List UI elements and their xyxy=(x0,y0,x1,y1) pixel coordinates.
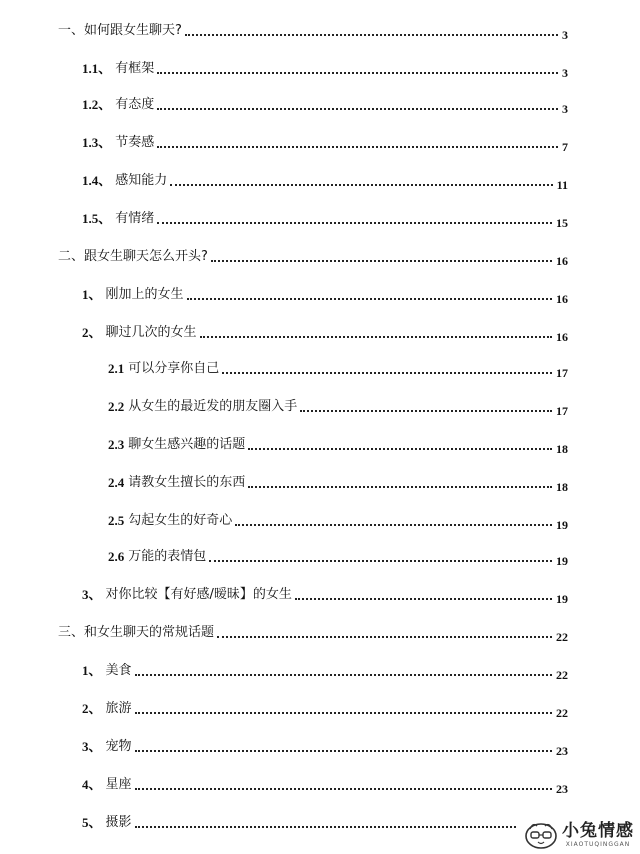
watermark-title: 小兔情感 xyxy=(562,821,634,841)
toc-entry-number: 1、 xyxy=(82,287,102,302)
toc-entry-number: 1、 xyxy=(82,663,102,678)
toc-entry[interactable] xyxy=(82,282,568,304)
dot-leader xyxy=(209,560,552,562)
toc-entry[interactable] xyxy=(108,356,568,378)
dot-leader xyxy=(300,410,552,412)
dot-leader xyxy=(295,598,552,600)
toc-entry-page: 19 xyxy=(556,592,568,606)
toc-entry-title: 从女生的最近发的朋友圈入手 xyxy=(128,399,298,414)
toc-entry[interactable] xyxy=(108,470,568,492)
dot-leader xyxy=(185,34,558,36)
toc-entry-number: 3、 xyxy=(82,587,102,602)
toc-entry-number: 2.1 xyxy=(108,361,125,376)
watermark xyxy=(524,820,634,850)
toc-entry-title: 有情绪 xyxy=(115,211,155,226)
toc-entry-number: 2.4 xyxy=(108,475,125,490)
toc-entry-title: 请教女生擅长的东西 xyxy=(128,475,246,490)
toc-entry[interactable] xyxy=(108,394,568,416)
toc-entry-number: 2、 xyxy=(82,325,102,340)
dot-leader xyxy=(248,486,552,488)
toc-entry-title: 有框架 xyxy=(115,61,155,76)
toc-entry-title: 可以分享你自己 xyxy=(128,361,220,376)
toc-entry-title: 万能的表情包 xyxy=(128,549,207,564)
toc-entry-title: 美食 xyxy=(105,663,132,678)
toc-entry-title: 勾起女生的好奇心 xyxy=(128,513,233,528)
toc-entry-number: 2.2 xyxy=(108,399,125,414)
toc-entry-page: 22 xyxy=(556,630,568,644)
toc-entry-page: 16 xyxy=(556,254,568,268)
toc-entry-number: 5、 xyxy=(82,815,102,830)
toc-entry-title: 有态度 xyxy=(115,97,155,112)
toc-entry[interactable] xyxy=(82,56,568,78)
toc-entry-page: 17 xyxy=(556,404,568,418)
toc-entry[interactable] xyxy=(58,244,568,266)
toc-entry-number: 1.1、 xyxy=(82,61,112,76)
toc-entry-page: 23 xyxy=(556,782,568,796)
toc-entry-page: 3 xyxy=(562,66,568,80)
dot-leader xyxy=(187,298,552,300)
rabbit-face-icon xyxy=(524,820,558,850)
toc-entry-page: 16 xyxy=(556,292,568,306)
toc-entry-page: 23 xyxy=(556,744,568,758)
toc-entry[interactable] xyxy=(82,734,568,756)
dot-leader xyxy=(157,146,558,148)
toc-entry-number: 三、 xyxy=(58,625,85,640)
toc-entry-page: 3 xyxy=(562,28,568,42)
toc-entry-title: 聊女生感兴趣的话题 xyxy=(128,437,246,452)
dot-leader xyxy=(211,260,552,262)
toc-entry-page: 11 xyxy=(556,178,568,192)
toc-entry-title: 摄影 xyxy=(105,815,132,830)
dot-leader xyxy=(200,336,552,338)
toc-entry[interactable] xyxy=(58,18,568,40)
toc-entry-page: 19 xyxy=(556,518,568,532)
watermark-subtitle: XIAOTUQINGGAN xyxy=(565,841,631,848)
toc-entry-number: 1.5、 xyxy=(82,211,112,226)
toc-entry[interactable] xyxy=(82,772,568,794)
dot-leader xyxy=(235,524,552,526)
toc-entry[interactable] xyxy=(82,168,568,190)
toc-entry[interactable] xyxy=(82,320,568,342)
toc-entry-page: 16 xyxy=(556,330,568,344)
toc-entry-number: 3、 xyxy=(82,739,102,754)
toc-entry-number: 1.4、 xyxy=(82,173,112,188)
toc-entry-number: 2.5 xyxy=(108,513,125,528)
toc-entry-page: 18 xyxy=(556,480,568,494)
toc-entry-number: 1.2、 xyxy=(82,97,112,112)
toc-entry[interactable] xyxy=(108,432,568,454)
toc-entry-page: 15 xyxy=(556,216,568,230)
dot-leader xyxy=(222,372,552,374)
dot-leader xyxy=(135,826,516,828)
toc-entry-page: 19 xyxy=(556,554,568,568)
toc-entry-number: 一、 xyxy=(58,23,85,38)
toc-entry-title: 和女生聊天的常规话题 xyxy=(84,625,215,640)
toc-entry[interactable] xyxy=(82,582,568,604)
toc-entry-number: 2、 xyxy=(82,701,102,716)
toc-entry-number: 2.3 xyxy=(108,437,125,452)
toc-entry[interactable] xyxy=(82,206,568,228)
toc-entry-title: 聊过几次的女生 xyxy=(105,325,197,340)
toc-entry-title: 跟女生聊天怎么开头? xyxy=(84,249,208,264)
toc-entry-title: 刚加上的女生 xyxy=(105,287,184,302)
toc-entry-title: 如何跟女生聊天? xyxy=(84,23,182,38)
toc-entry[interactable] xyxy=(82,130,568,152)
dot-leader xyxy=(217,636,552,638)
dot-leader xyxy=(248,448,552,450)
dot-leader xyxy=(135,788,552,790)
toc-entry-page: 22 xyxy=(556,668,568,682)
toc-entry[interactable] xyxy=(82,810,520,832)
dot-leader xyxy=(157,108,558,110)
dot-leader xyxy=(170,184,552,186)
toc-entry-title: 旅游 xyxy=(105,701,132,716)
toc-entry[interactable] xyxy=(82,658,568,680)
dot-leader xyxy=(135,674,552,676)
toc-entry-title: 节奏感 xyxy=(115,135,155,150)
toc-entry[interactable] xyxy=(108,508,568,530)
toc-entry-page: 18 xyxy=(556,442,568,456)
toc-entry-page: 22 xyxy=(556,706,568,720)
toc-entry[interactable] xyxy=(82,696,568,718)
dot-leader xyxy=(157,222,552,224)
toc-entry-title: 感知能力 xyxy=(115,173,168,188)
dot-leader xyxy=(135,712,552,714)
toc-entry-title: 宠物 xyxy=(105,739,132,754)
toc-entry-title: 星座 xyxy=(105,777,132,792)
dot-leader xyxy=(135,750,552,752)
toc-entry-number: 4、 xyxy=(82,777,102,792)
toc-entry[interactable] xyxy=(108,544,568,566)
toc-entry[interactable] xyxy=(82,92,568,114)
toc-entry-number: 2.6 xyxy=(108,549,125,564)
toc-entry-page: 17 xyxy=(556,366,568,380)
toc-entry-page: 7 xyxy=(562,140,568,154)
toc-entry-page: 3 xyxy=(562,102,568,116)
toc-entry[interactable] xyxy=(58,620,568,642)
toc-entry-number: 1.3、 xyxy=(82,135,112,150)
dot-leader xyxy=(157,72,558,74)
toc-entry-number: 二、 xyxy=(58,249,85,264)
toc-entry-title: 对你比较【有好感/暧昧】的女生 xyxy=(105,587,292,602)
